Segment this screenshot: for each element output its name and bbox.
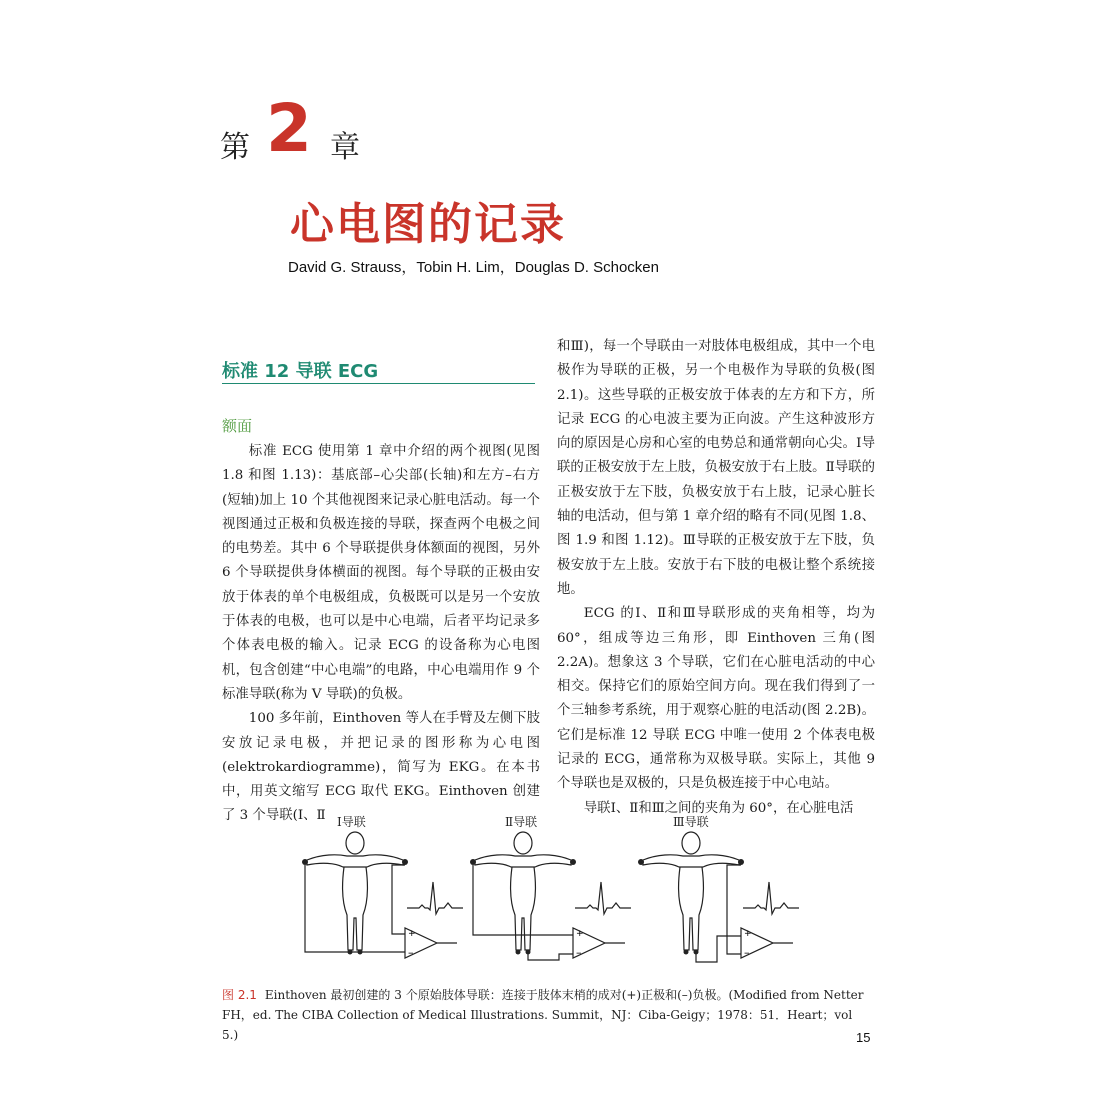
subheading: 额面 <box>222 417 253 435</box>
paragraph: 和Ⅲ)，每一个导联由一对肢体电极组成，其中一个电极作为导联的正极，另一个电极作为导联的负极(图 2.1)。这些导联的正极安放于体表的左方和下方，所记录 ECG 的心电波主要为正向波。产生这种波形方向的原因是心房和心室的电势总和通常朝向心尖。Ⅰ导联的正极安放于左上肢，负极安放于右上肢。Ⅱ导联的正极安放于左下肢，负极安放于右上肢，记录心脏长轴的电活动，但与第 1 章介绍的略有不同(见图 1.8、图 1.9 和图 1.12)。Ⅲ导联的正极安放于左下肢，负极安放于左上肢。安放于右下肢的电极让整个系统接地。 <box>557 339 875 597</box>
figure-caption-text: Einthoven 最初创建的 3 个原始肢体导联：连接于肢体末梢的成对(+)正极和(–)负极。(Modified from Netter FH，ed. The CIBA Collection of Medical Illustrations. Summit，NJ：Ciba-Geigy；1978：51．Heart；vol 5.) <box>222 988 864 1042</box>
right-column <box>557 335 875 821</box>
panel-label: Ⅰ导联 <box>337 815 366 829</box>
chapter-title: 心电图的记录 <box>290 199 566 250</box>
chapter-number: 2 <box>266 90 312 167</box>
figure-caption-label: 图 2.1 <box>222 988 257 1002</box>
paragraph: 100 多年前，Einthoven 等人在手臂及左侧下肢安放记录电极，并把记录的图形称为心电图(elektrokardiogramme)，简写为 EKG。在本书中，用英文缩写 ECG 取代 EKG。Einthoven 创建了 3 个导联(Ⅰ、Ⅱ <box>222 711 540 824</box>
chapter-suffix: 章 <box>330 130 360 165</box>
panel-label: Ⅲ导联 <box>673 815 709 829</box>
figure-panel-lead-2 <box>470 815 631 960</box>
paragraph: 导联Ⅰ、Ⅱ和Ⅲ之间的夹角为 60°，在心脏电活 <box>583 800 854 816</box>
chapter-prefix: 第 <box>220 130 250 165</box>
figure-caption <box>222 985 872 1045</box>
figure-panel-lead-1 <box>302 815 463 959</box>
section-heading: 标准 12 导联 ECG <box>222 361 379 382</box>
figure-panel-lead-3 <box>638 815 799 962</box>
paragraph: ECG 的Ⅰ、Ⅱ和Ⅲ导联形成的夹角相等，均为 60°，组成等边三角形，即 Einthoven 三角(图 2.2A)。想象这 3 个导联，它们在心脏电活动的中心相交。保持它们的原始空间方向。现在我们得到了一个三轴参考系统，用于观察心脏的电活动(图 2.2B)。它们是标准 12 导联 ECG 中唯一使用 2 个体表电极记录的 ECG，通常称为双极导联。实际上，其他 9 个导联也是双极的，只是负极连接于中心电站。 <box>557 606 875 792</box>
figure-einthoven-leads <box>297 810 872 975</box>
left-column <box>222 440 540 829</box>
section-rule <box>222 383 535 384</box>
panel-label: Ⅱ导联 <box>505 815 538 829</box>
page-number: 15 <box>856 1030 871 1045</box>
paragraph: 标准 ECG 使用第 1 章中介绍的两个视图(见图 1.8 和图 1.13)：基底部–心尖部(长轴)和左方–右方(短轴)加上 10 个其他视图来记录心脏电活动。每一个视图通过正极和负极连接的导联，探查两个电极之间的电势差。其中 6 个导联提供身体额面的视图，另外 6 个导联提供身体横面的视图。每个导联的正极由安放于体表的单个电极组成，负极既可以是另一个安放于体表的电极，也可以是中心电端，后者平均记录多个体表电极的输入。记录 ECG 的设备称为心电图机，包含创建“中心电端”的电路，中心电端用作 9 个标准导联(称为 V 导联)的负极。 <box>222 444 540 702</box>
authors: David G. Strauss，Tobin H. Lim，Douglas D. Schocken <box>288 259 659 276</box>
